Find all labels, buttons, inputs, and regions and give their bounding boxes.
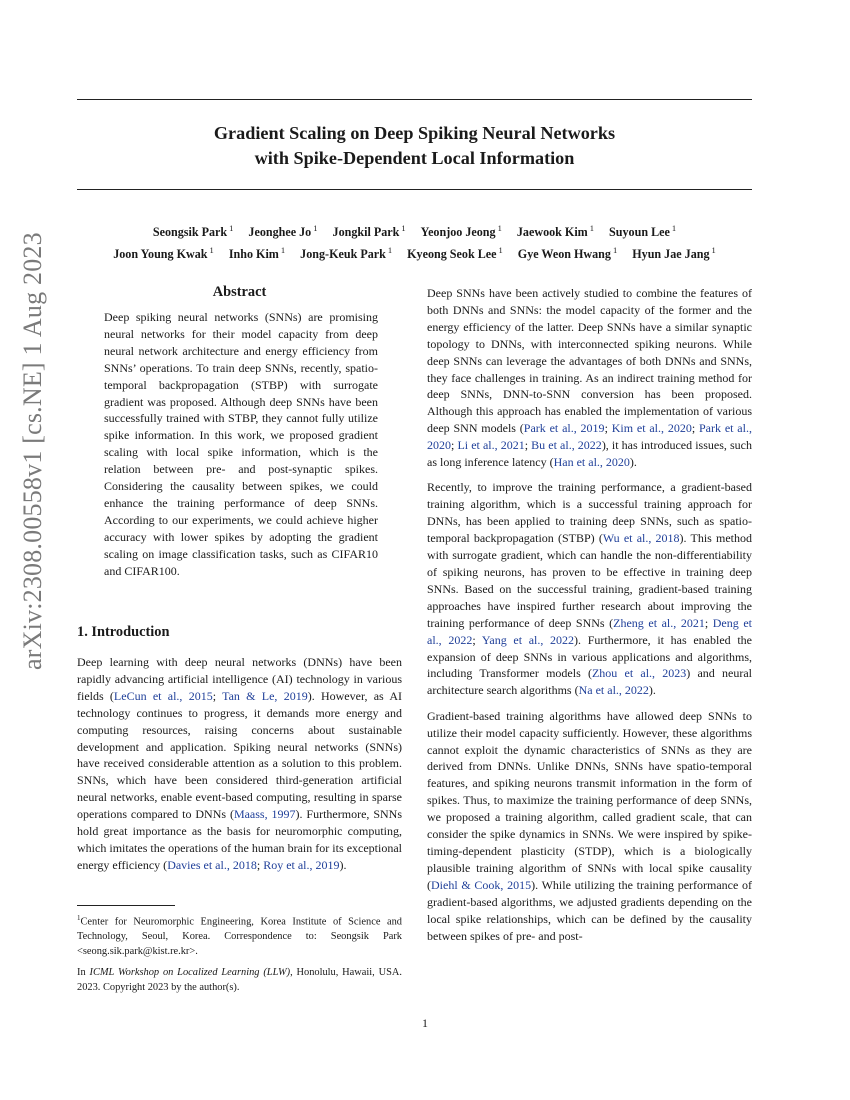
body-text: ). Furthermore, SNNs hold great importance as the basis for neuromorphic computing, which imitates the operations of the human brain for its exceptional energy efficiency ( [77, 807, 402, 872]
body-text: Recently, to improve the training performance, a gradient-based training algorithm, which is a successful training approach for DNNs, has been applied to training deep SNNs, such as spatio-temporal backpropagation (STBP) ( [427, 480, 752, 546]
introduction-heading: 1. Introduction [77, 624, 170, 640]
author: Suyoun Lee $^1$ [609, 223, 677, 240]
footnote-mark: 1 [77, 914, 81, 922]
citation-link[interactable]: Wu et al., 2018 [602, 531, 680, 546]
author: Hyun Jae Jang $^1$ [632, 245, 716, 262]
body-text: ; [472, 632, 482, 647]
citation-link[interactable]: Tan & Le, 2019 [222, 688, 308, 703]
author: Jong-Keuk Park $^1$ [300, 245, 393, 262]
citation-link[interactable]: Kim et al., 2020 [611, 421, 692, 436]
footnote-text: Center for Neuromorphic Engineering, Korea Institute of Science and Technology, Seoul, Korea. Correspondence to: Seongsik Park <seong.sik.park@kist.re.kr>. [77, 916, 402, 957]
arxiv-identifier: arXiv:2308.00558v1 [cs.NE] 1 Aug 2023 [18, 232, 47, 670]
abstract-body [104, 309, 378, 580]
body-text: ). However, as AI technology continues to progress, it demands more energy and computing resources, raising concerns about sustainable development and application. Spiking neural networks (SNNs) have received considerable attention as a solution to this problem. SNNs, which have been considered third-generation artificial neural networks, enable event-based computing, resulting in sparse operations compared to DNNs ( [77, 688, 402, 822]
body-text: ). This method with surrogate gradient, which can handle the non-differentiability of spiking neurons, has proven to be effective in training deep SNNs. Based on the successful training, gradient-based training approaches have inspired further research about improving the training performance of deep SNNs ( [427, 531, 752, 630]
citation-link[interactable]: Park et al., 2020 [427, 421, 752, 453]
page-number: 1 [422, 1016, 428, 1030]
right-paragraph-1 [427, 285, 752, 471]
author: Yeonjoo Jeong $^1$ [420, 223, 502, 240]
body-text: ; [212, 688, 223, 703]
body-text: ; [524, 438, 532, 453]
author: Jeonghee Jo $^1$ [248, 223, 318, 240]
author-line-2 [77, 241, 752, 263]
citation-link[interactable]: Bu et al., 2022 [531, 438, 602, 453]
body-text: ). [339, 857, 347, 872]
author-line-1 [77, 219, 752, 241]
venue-name: ICML Workshop on Localized Learning (LLW) [89, 967, 291, 978]
affiliation-footnote [77, 911, 402, 959]
venue-note: In ICML Workshop on Localized Learning (LLW), Honolulu, Hawaii, USA. 2023. Copyright 2023 by the author(s). [77, 967, 402, 993]
right-paragraph-2 [427, 479, 752, 699]
abstract-paragraph: Deep spiking neural networks (SNNs) are promising neural networks for their model capacity from deep neural network architecture and energy efficiency from SNNs’ operations. To train deep SNNs, recently, spatio-temporal backpropagation (STBP) with surrogate gradient was proposed. Although deep SNNs have been successfully trained with STBP, they cannot fully utilize spike information. In this work, we proposed gradient scaling with local spike information, which is the relation between pre- and post-synaptic spikes. Considering the causality between spikes, we could enhance the training performance of deep SNNs. According to our experiments, we could achieve higher accuracy with lower spikes by adopting the gradient scaling on image classification tasks, such as CIFAR10 and CIFAR100. [104, 310, 378, 578]
body-text: ). [648, 683, 656, 698]
right-column-body [427, 285, 752, 944]
body-text: ). While utilizing the training performance of gradient-based algorithms, we adjusted gradients depending on the local spike relationships, which can be defined by the causality between spikes of pre- and post- [427, 877, 753, 943]
author: Jaewook Kim $^1$ [516, 223, 595, 240]
body-text: Deep SNNs have been actively studied to combine the features of both DNNs and SNNs: the model capacity of the former and the energy efficiency of the latter. Deep SNNs have a similar synaptic topology to DNNs, with interconnected spiking neurons. While deep SNNs can leverage the advantages of both DNNs and SNNs, they face challenges in training. As an indirect training method for deep SNNs, DNN-to-SNN conversion has been proposed. Although this approach has enabled the implementation of various deep SNN models ( [427, 286, 752, 436]
author-list [77, 219, 752, 263]
body-text: ; [451, 438, 458, 453]
citation-link[interactable]: Na et al., 2022 [578, 683, 649, 698]
author: Seongsik Park $^1$ [152, 223, 234, 240]
title-rule-bottom [77, 189, 752, 190]
body-text: ) and neural architecture search algorithms ( [427, 666, 752, 698]
citation-link[interactable]: Maass, 1997 [233, 807, 296, 822]
body-text: Gradient-based training algorithms have allowed deep SNNs to utilize their model capacity sufficiently. However, these algorithms cannot exploit the dynamic characteristics of SNNs as they are derived from DNNs. Unlike DNNs, SNNs have spatio-temporal features, and spiking neurons transmit information in the form of spikes. Thus, to maximize the training performance of deep SNNs, we proposed a training algorithm, called gradient scale, that can consider the spike dynamics in SNNs. We were inspired by spike-timing-dependent plasticity (STDP), which is a biologically plausible training algorithm of SNNs with local spike causality ( [427, 708, 752, 892]
citation-link[interactable]: Yang et al., 2022 [481, 632, 575, 647]
author: Gye Weon Hwang $^1$ [517, 245, 618, 262]
title-line-1: Gradient Scaling on Deep Spiking Neural Networks [213, 123, 616, 143]
author: Kyeong Seok Lee $^1$ [407, 245, 503, 262]
citation-link[interactable]: LeCun et al., 2015 [113, 688, 213, 703]
body-text: Deep learning with deep neural networks (DNNs) have been rapidly advancing artificial intelligence (AI) technology in various fields ( [77, 655, 402, 703]
intro-paragraph-1 [77, 654, 402, 874]
citation-link[interactable]: Zhou et al., 2023 [591, 666, 687, 681]
body-text: ; [604, 421, 612, 436]
citation-link[interactable]: Roy et al., 2019 [263, 857, 340, 872]
citation-link[interactable]: Li et al., 2021 [457, 438, 525, 453]
author: Inho Kim $^1$ [228, 245, 286, 262]
title-rule-top [77, 99, 752, 100]
citation-link[interactable]: Park et al., 2019 [523, 421, 605, 436]
introduction-body [77, 654, 402, 874]
body-text: ). Furthermore, it has enabled the expansion of deep SNNs in various applications and algorithms, including Transformer models ( [427, 632, 752, 681]
author: Joon Young Kwak $^1$ [113, 245, 214, 262]
paper-title [77, 121, 752, 171]
body-text: ; [704, 615, 713, 630]
citation-link[interactable]: Diehl & Cook, 2015 [431, 877, 532, 892]
footnote-rule [77, 905, 175, 906]
citation-link[interactable]: Deng et al., 2022 [427, 615, 752, 647]
body-text: ), it has introduced issues, such as long inference latency ( [427, 438, 752, 470]
right-paragraph-3 [427, 708, 752, 945]
author: Jongkil Park $^1$ [332, 223, 406, 240]
title-line-2: with Spike-Dependent Local Information [254, 148, 575, 168]
body-text: ). [629, 455, 637, 470]
body-text: ; [691, 421, 699, 436]
citation-link[interactable]: Han et al., 2020 [553, 455, 630, 470]
abstract-heading: Abstract [212, 284, 267, 300]
citation-link[interactable]: Davies et al., 2018 [167, 857, 257, 872]
body-text: ; [256, 857, 264, 872]
citation-link[interactable]: Zheng et al., 2021 [613, 615, 705, 630]
